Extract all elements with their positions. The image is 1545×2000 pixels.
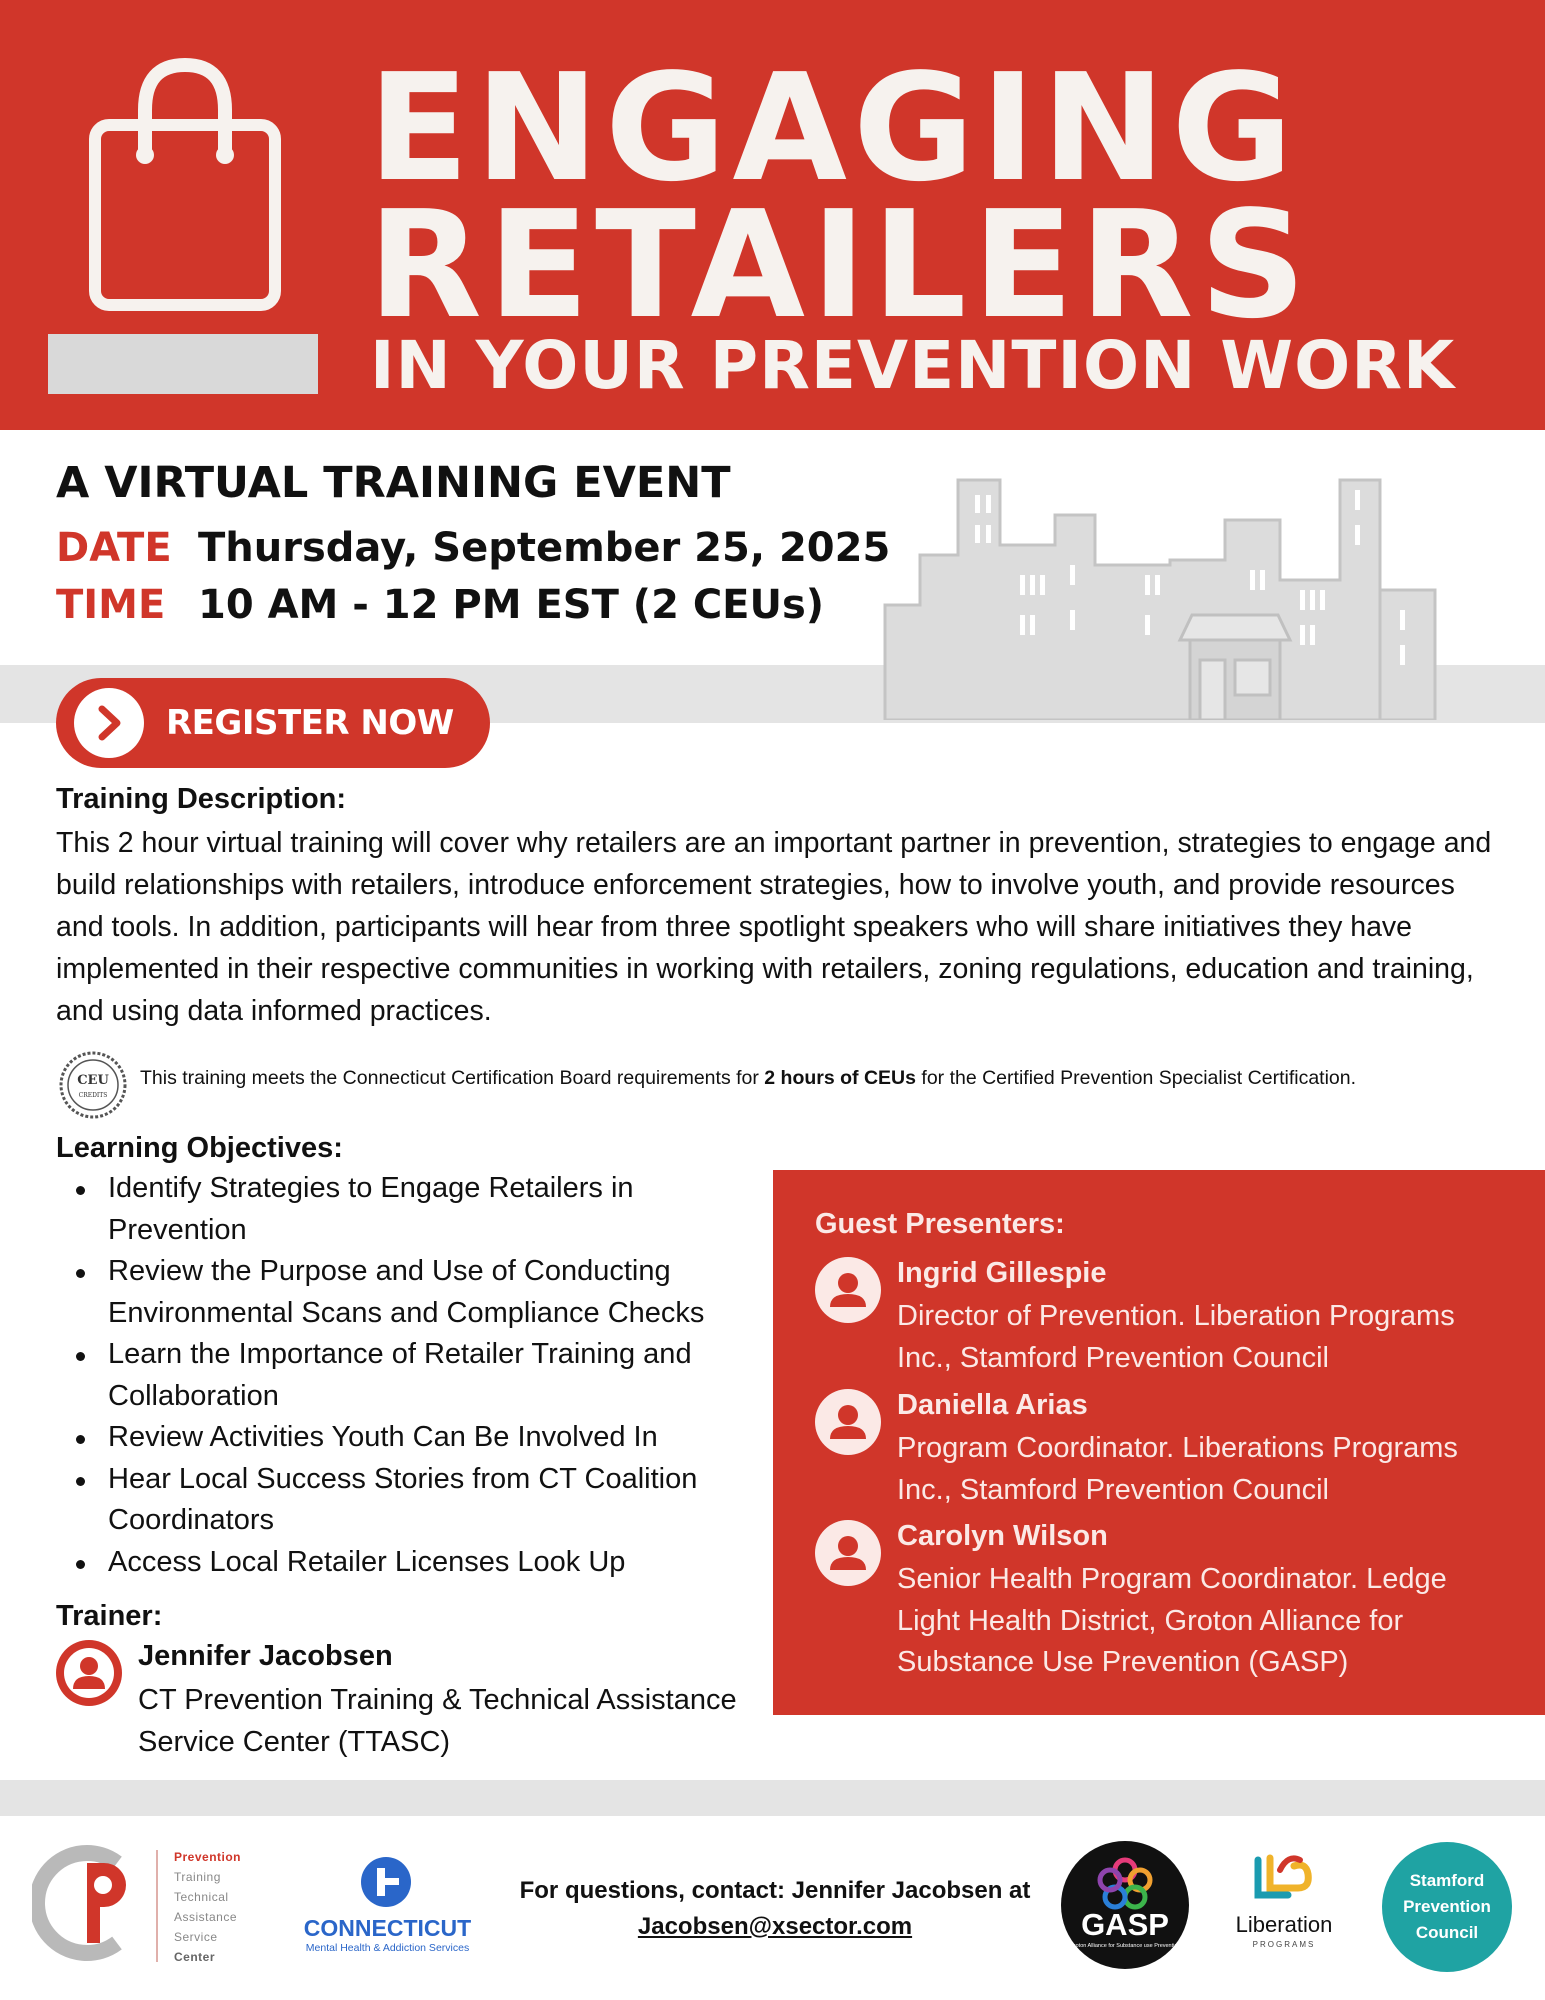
connecticut-logo-icon — [360, 1856, 412, 1908]
decorative-bar — [48, 334, 318, 394]
ceu-credits-seal-icon — [58, 1050, 128, 1120]
connecticut-logo-text: CONNECTICUT — [303, 1915, 472, 1941]
presenter-role: Program Coordinator. Liberations Programs Inc., Stamford Prevention Council — [897, 1432, 1458, 1506]
presenter-name: Daniella Arias — [897, 1389, 1088, 1421]
liberation-logo-icon — [1248, 1850, 1318, 1910]
time-label: TIME — [56, 582, 166, 628]
register-label: REGISTER NOW — [166, 703, 454, 743]
list-item: Learn the Importance of Retailer Training and Collaboration — [72, 1334, 752, 1417]
stamford-prevention-council-logo: Stamford Prevention Council — [1382, 1842, 1512, 1972]
person-avatar-icon — [56, 1640, 122, 1706]
presenter-role: Senior Health Program Coordinator. Ledge Light Health District, Groton Alliance for Substance Use Prevention (GASP) — [897, 1563, 1447, 1678]
person-avatar-icon — [815, 1257, 881, 1323]
guest-presenters-heading: Guest Presenters: — [815, 1208, 1065, 1240]
logo-divider — [156, 1850, 158, 1962]
svg-text:Groton Alliance for Substance: Groton Alliance for Substance use Prevention — [1069, 1943, 1181, 1949]
presenter-name: Ingrid Gillespie — [897, 1257, 1107, 1289]
list-item: Review Activities Youth Can Be Involved In — [72, 1417, 752, 1459]
trainer-name: Jennifer Jacobsen — [138, 1640, 393, 1672]
list-item: Review the Purpose and Use of Conducting Environmental Scans and Compliance Checks — [72, 1251, 752, 1334]
title-line-1: ENGAGING — [368, 42, 1299, 214]
date-label: DATE — [56, 525, 172, 571]
objectives-list — [72, 1168, 752, 1583]
date-value: Thursday, September 25, 2025 — [198, 525, 891, 571]
prevention-center-logo — [32, 1843, 147, 1963]
footer-band — [0, 1780, 1545, 1816]
person-avatar-icon — [815, 1520, 881, 1586]
gasp-logo — [1060, 1840, 1190, 1970]
shopping-bag-icon — [85, 55, 285, 315]
liberation-logo-subtext: PROGRAMS — [1252, 1940, 1316, 1949]
register-button[interactable] — [56, 678, 490, 768]
city-skyline-illustration — [880, 470, 1440, 720]
liberation-logo-text: Liberation — [1235, 1912, 1333, 1937]
svg-text:GASP: GASP — [1081, 1907, 1169, 1942]
list-item: Hear Local Success Stories from CT Coalition Coordinators — [72, 1459, 752, 1542]
presenter-role: Director of Prevention. Liberation Programs Inc., Stamford Prevention Council — [897, 1300, 1455, 1374]
connecticut-logo-subtext: Mental Health & Addiction Services — [305, 1942, 470, 1954]
list-item: Identify Strategies to Engage Retailers in Prevention — [72, 1168, 752, 1251]
ceu-badge-bottom: CREDITS — [78, 1092, 108, 1099]
objectives-heading: Learning Objectives: — [56, 1132, 343, 1164]
contact-line: For questions, contact: Jennifer Jacobsen at — [519, 1877, 1031, 1904]
prevention-center-text: Prevention Training Technical Assistance Service Center — [174, 1850, 242, 1964]
time-value: 10 AM - 12 PM EST (2 CEUs) — [198, 582, 825, 628]
presenter-name: Carolyn Wilson — [897, 1520, 1108, 1552]
ceu-note: This training meets the Connecticut Certification Board requirements for 2 hours of CEUs for the Certified Prevention Specialist Certification. — [140, 1067, 1357, 1089]
list-item: Access Local Retailer Licenses Look Up — [72, 1542, 752, 1584]
title-line-3: IN YOUR PREVENTION WORK — [370, 327, 1456, 404]
trainer-heading: Trainer: — [56, 1600, 163, 1632]
contact-info — [505, 1873, 1045, 1945]
description-heading: Training Description: — [56, 783, 347, 815]
event-type: A VIRTUAL TRAINING EVENT — [56, 458, 731, 508]
chevron-right-icon — [74, 688, 144, 758]
ceu-badge-top: CEU — [77, 1073, 109, 1088]
title-line-2: RETAILERS — [368, 179, 1313, 351]
person-avatar-icon — [815, 1389, 881, 1455]
contact-email-link[interactable]: Jacobsen@xsector.com — [637, 1913, 913, 1940]
trainer-org: CT Prevention Training & Technical Assistance Service Center (TTASC) — [138, 1684, 737, 1758]
description-body: This 2 hour virtual training will cover why retailers are an important partner in prevention, strategies to engage and build relationships with retailers, introduce enforcement strategies, how to involve youth, and provide resources and tools. In addition, participants will hear from three spotlight speakers who will share initiatives they have implemented in their respective communities in working with retailers, zoning regulations, education and training, and using data informed practices. — [56, 827, 1492, 1027]
